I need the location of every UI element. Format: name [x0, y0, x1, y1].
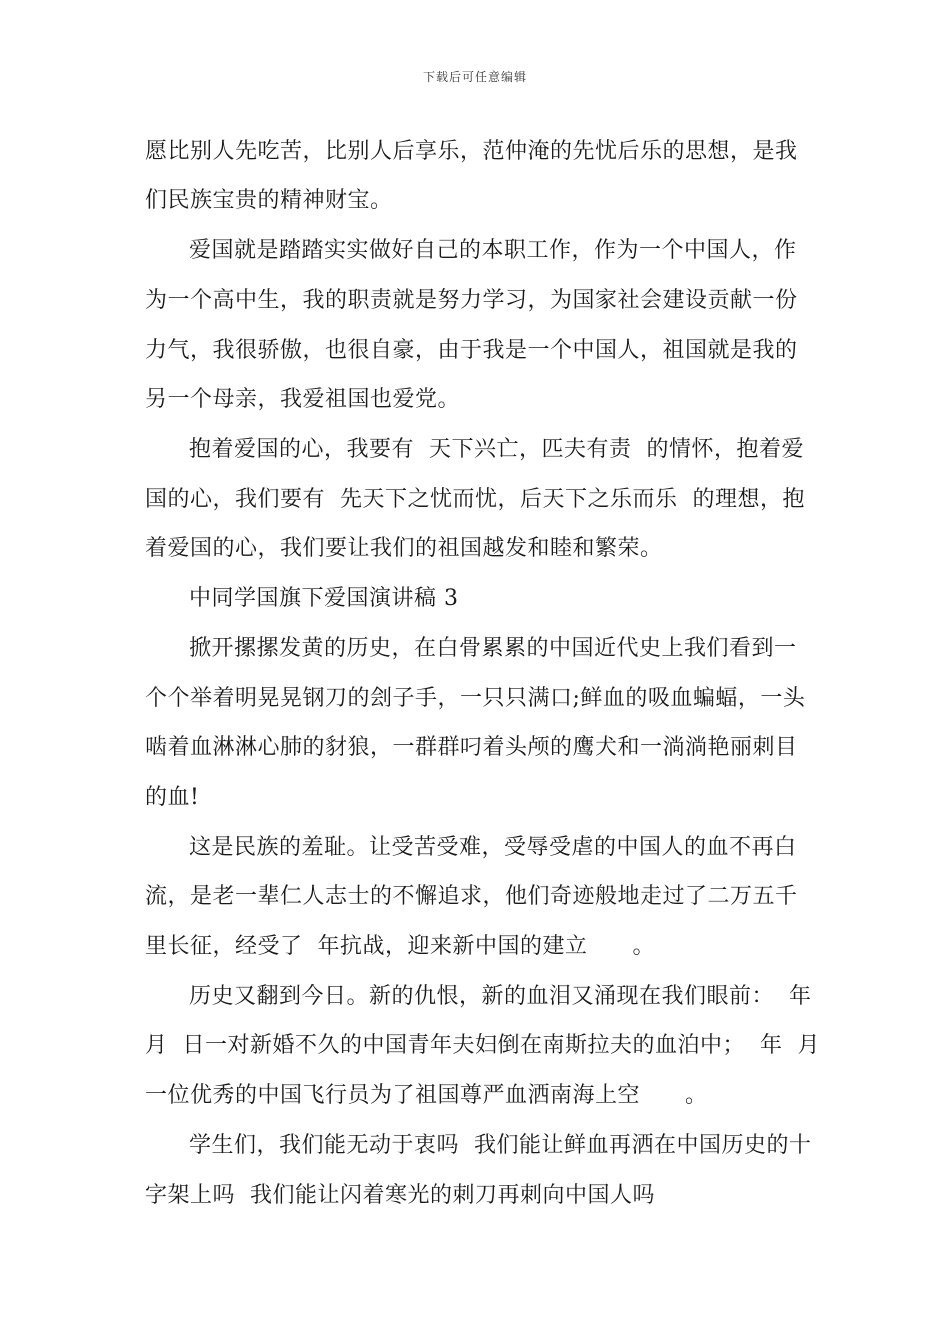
text-line: 为一个高中生，我的职责就是努力学习，为国家社会建设贡献一份 — [145, 288, 798, 313]
text-line: 个个举着明晃晃钢刀的刽子手，一只只满口;鲜血的吸血蝙蝠，一头 — [145, 686, 806, 711]
text-line: 一位优秀的中国飞行员为了祖国尊严血洒南海上空 。 — [145, 1083, 708, 1108]
text-line: 着爱国的心，我们要让我们的祖国越发和睦和繁荣。 — [145, 536, 663, 561]
text-line: 字架上吗 我们能让闪着寒光的刺刀再刺向中国人吗 — [145, 1183, 655, 1208]
text-line: 愿比别人先吃苦，比别人后享乐，范仲淹的先忧后乐的思想，是我 — [145, 139, 798, 164]
text-line: 月 日一对新婚不久的中国青年夫妇倒在南斯拉夫的血泊中； 年 月 — [145, 1033, 820, 1058]
section-title: 中同学国旗下爱国演讲稿 3 — [189, 586, 459, 611]
text-line: 另一个母亲，我爱祖国也爱党。 — [145, 387, 461, 412]
text-line: 国的心，我们要有 先天下之忧而忧，后天下之乐而乐 的理想，抱 — [145, 487, 805, 512]
text-line: 爱国就是踏踏实实做好自己的本职工作，作为一个中国人，作 — [189, 238, 797, 263]
text-line: 力气，我很骄傲，也很自豪，由于我是一个中国人，祖国就是我的 — [145, 338, 798, 363]
text-line: 学生们，我们能无动于衷吗 我们能让鲜血再洒在中国历史的十 — [189, 1133, 812, 1158]
text-line: 的血! — [145, 785, 200, 810]
text-line: 流，是老一辈仁人志士的不懈追求，他们奇迹般地走过了二万五千 — [145, 884, 798, 909]
text-line: 啮着血淋淋心肺的豺狼，一群群叼着头颅的鹰犬和一淌淌艳丽刺目 — [145, 735, 798, 760]
text-line: 历史又翻到今日。新的仇恨，新的血泪又涌现在我们眼前： 年 — [189, 984, 812, 1009]
text-line: 掀开摞摞发黄的历史，在白骨累累的中国近代史上我们看到一 — [189, 636, 797, 661]
page-header: 下载后可任意编辑 — [422, 70, 527, 84]
text-line: 们民族宝贵的精神财宝。 — [145, 188, 393, 213]
text-line: 这是民族的羞耻。让受苦受难，受辱受虐的中国人的血不再白 — [189, 835, 797, 860]
text-line: 里长征，经受了 年抗战，迎来新中国的建立 。 — [145, 934, 655, 959]
text-line: 抱着爱国的心，我要有 天下兴亡，匹夫有责 的情怀，抱着爱 — [189, 437, 804, 462]
